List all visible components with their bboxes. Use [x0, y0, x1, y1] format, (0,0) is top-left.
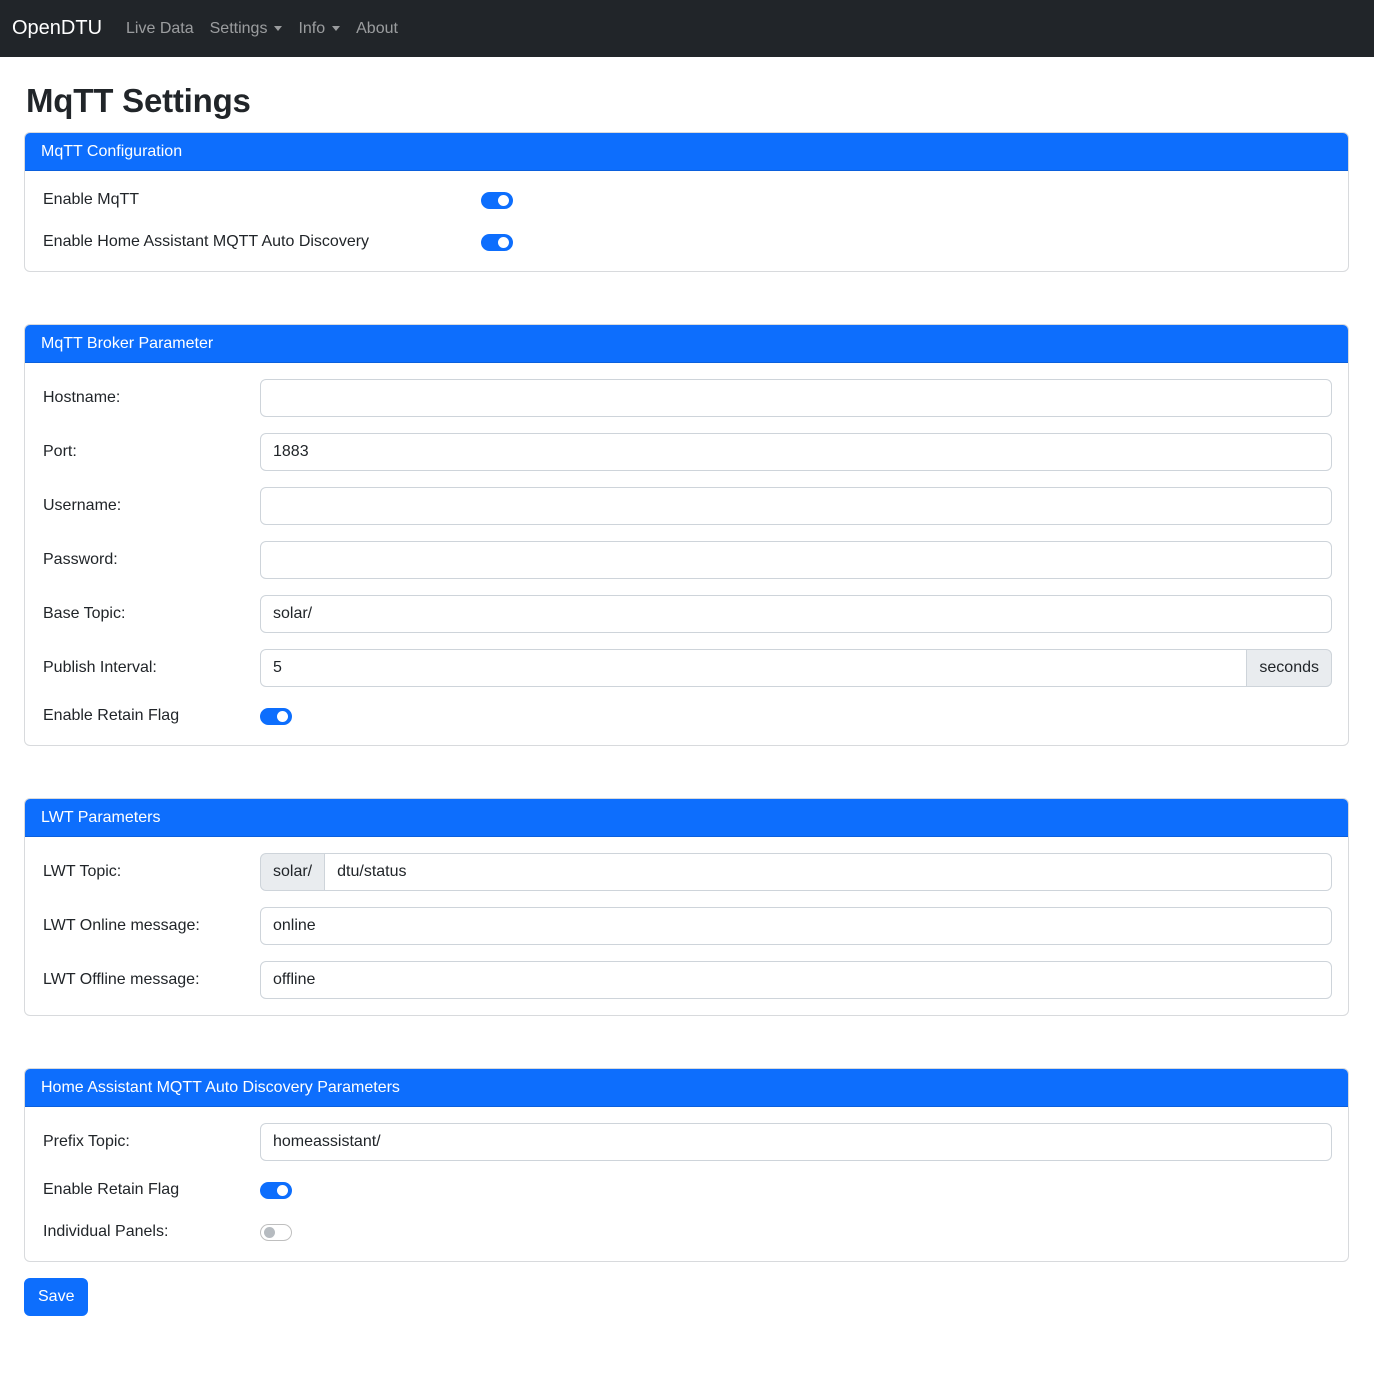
prefix-topic-label: Prefix Topic:	[43, 1133, 130, 1150]
nav-item-settings[interactable]	[202, 12, 291, 46]
row-enable-hass-discovery	[41, 229, 1332, 255]
hass-retain-flag-label: Enable Retain Flag	[43, 1181, 180, 1198]
brand-opendtu[interactable]: OpenDTU	[12, 17, 103, 39]
card-body	[25, 1107, 1348, 1261]
card-header-lwt-parameters: LWT Parameters	[25, 799, 1348, 837]
nav-item-label: Live Data	[126, 19, 194, 37]
password-label: Password:	[43, 551, 118, 568]
toggle-knob	[264, 1227, 275, 1238]
toggle-knob	[498, 237, 509, 248]
row-hass-retain-flag	[41, 1177, 1332, 1203]
card-body	[25, 171, 1348, 271]
save-button[interactable]: Save	[24, 1278, 88, 1316]
row-port	[41, 433, 1332, 471]
card-header-mqtt-broker-parameter: MqTT Broker Parameter	[25, 325, 1348, 363]
row-individual-panels	[41, 1219, 1332, 1245]
lwt-topic-input[interactable]	[324, 853, 1332, 891]
card-body	[25, 837, 1348, 1015]
card-lwt-parameters	[24, 798, 1349, 1016]
page-container	[0, 82, 1374, 1316]
nav-item-live-data[interactable]	[118, 12, 202, 46]
toggle-knob	[277, 711, 288, 722]
nav-item-info[interactable]	[290, 12, 348, 46]
row-broker-retain-flag	[41, 703, 1332, 729]
broker-retain-flag-label: Enable Retain Flag	[43, 707, 180, 724]
page-title: MqTT Settings	[26, 82, 251, 119]
row-hostname	[41, 379, 1332, 417]
enable-mqtt-toggle[interactable]	[481, 192, 513, 209]
lwt-offline-message-label: LWT Offline message:	[43, 971, 200, 988]
username-input[interactable]	[260, 487, 1332, 525]
base-topic-label: Base Topic:	[43, 605, 126, 622]
base-topic-input[interactable]	[260, 595, 1332, 633]
publish-interval-input[interactable]	[260, 649, 1247, 687]
nav-item-label: About	[356, 19, 398, 37]
port-input[interactable]	[260, 433, 1332, 471]
card-header-mqtt-configuration: MqTT Configuration	[25, 133, 1348, 171]
top-navbar	[0, 0, 1374, 57]
enable-hass-discovery-label: Enable Home Assistant MQTT Auto Discovery	[43, 233, 370, 250]
password-input[interactable]	[260, 541, 1332, 579]
lwt-topic-group	[260, 853, 1332, 891]
hostname-input[interactable]	[260, 379, 1332, 417]
card-body	[25, 363, 1348, 745]
toggle-knob	[498, 195, 509, 206]
nav-item-about[interactable]	[348, 12, 406, 46]
row-lwt-topic	[41, 853, 1332, 891]
row-lwt-online-message	[41, 907, 1332, 945]
username-label: Username:	[43, 497, 122, 514]
lwt-online-message-input[interactable]	[260, 907, 1332, 945]
row-enable-mqtt	[41, 187, 1332, 213]
card-header-hass-discovery-parameters: Home Assistant MQTT Auto Discovery Parameters	[25, 1069, 1348, 1107]
card-mqtt-broker-parameter	[24, 324, 1349, 746]
card-hass-discovery-parameters	[24, 1068, 1349, 1262]
row-username	[41, 487, 1332, 525]
row-base-topic	[41, 595, 1332, 633]
lwt-topic-label: LWT Topic:	[43, 863, 122, 880]
nav-item-label: Settings	[209, 19, 268, 37]
enable-hass-discovery-toggle[interactable]	[481, 234, 513, 251]
port-label: Port:	[43, 443, 77, 460]
hass-retain-flag-toggle[interactable]	[260, 1182, 292, 1199]
individual-panels-label: Individual Panels:	[43, 1223, 169, 1240]
lwt-online-message-label: LWT Online message:	[43, 917, 200, 934]
hostname-label: Hostname:	[43, 389, 121, 406]
nav-item-label: Info	[298, 19, 326, 37]
prefix-topic-input[interactable]	[260, 1123, 1332, 1161]
publish-interval-label: Publish Interval:	[43, 659, 157, 676]
row-lwt-offline-message	[41, 961, 1332, 999]
toggle-knob	[277, 1185, 288, 1196]
card-mqtt-configuration	[24, 132, 1349, 272]
row-password	[41, 541, 1332, 579]
individual-panels-toggle[interactable]	[260, 1224, 292, 1241]
enable-mqtt-label: Enable MqTT	[43, 191, 140, 208]
publish-interval-unit: seconds	[1246, 649, 1332, 687]
publish-interval-group	[260, 649, 1332, 687]
chevron-down-icon	[332, 26, 340, 31]
lwt-topic-prefix: solar/	[260, 853, 325, 891]
row-prefix-topic	[41, 1123, 1332, 1161]
chevron-down-icon	[274, 26, 282, 31]
row-publish-interval	[41, 649, 1332, 687]
broker-retain-flag-toggle[interactable]	[260, 708, 292, 725]
lwt-offline-message-input[interactable]	[260, 961, 1332, 999]
